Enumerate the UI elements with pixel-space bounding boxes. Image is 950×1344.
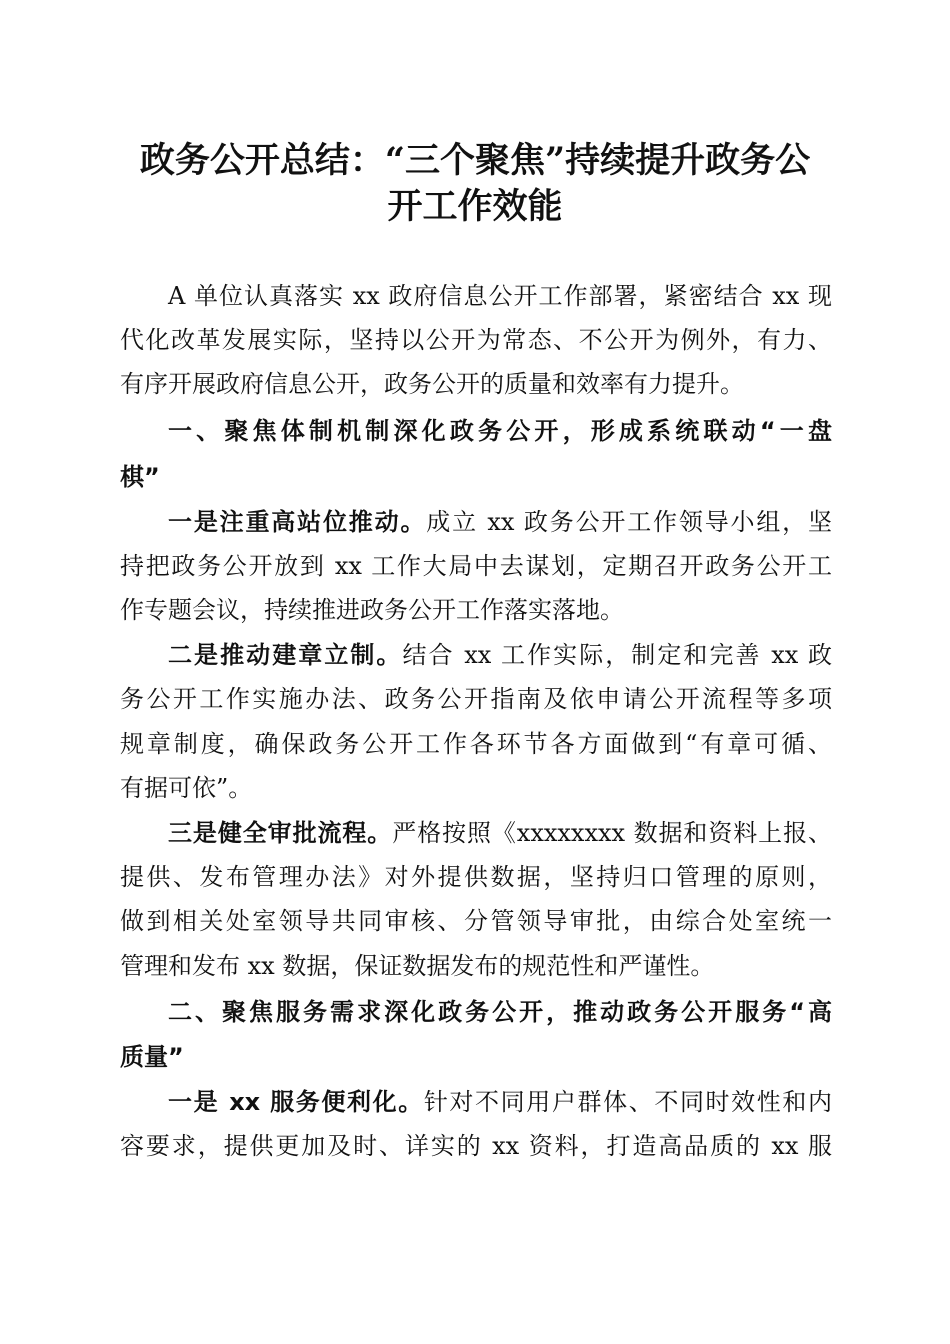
- section-1-heading-line-2: 棋”: [120, 463, 160, 491]
- s1-p2-line-4: 有据可依”。: [120, 774, 253, 802]
- intro-line-2: 代化改革发展实际，坚持以公开为常态、不公开为例外，有力、: [120, 326, 832, 354]
- s1-p2-line-2: 务公开工作实施办法、政务公开指南及依申请公开流程等多项: [120, 685, 832, 713]
- s1-p3-line-1: [168, 818, 832, 848]
- section-2-heading-line-2: 质量”: [120, 1043, 184, 1071]
- s1-p2-rest: 结合 xx 工作实际，制定和完善 xx 政: [402, 641, 832, 669]
- s1-p1-line-3: 作专题会议，持续推进政务公开工作落实落地。: [120, 596, 624, 624]
- document-title-line-2: 开工作效能: [387, 186, 563, 227]
- s1-p1-lead: 一是注重高站位推动。: [168, 508, 427, 536]
- s1-p3-lead: 三是健全审批流程。: [168, 819, 393, 847]
- intro-line-3: 有序开展政府信息公开，政务公开的质量和效率有力提升。: [120, 370, 744, 398]
- intro-line-1: A 单位认真落实 xx 政府信息公开工作部署，紧密结合 xx 现: [168, 282, 832, 310]
- document-title-line-1: 政务公开总结：“三个聚焦”持续提升政务公: [139, 140, 811, 181]
- s1-p3-line-2: 提供、发布管理办法》对外提供数据，坚持归口管理的原则，: [120, 863, 832, 891]
- s1-p3-rest: 严格按照《xxxxxxxx 数据和资料上报、: [392, 819, 832, 847]
- s1-p1-line-2: 持把政务公开放到 xx 工作大局中去谋划，定期召开政务公开工: [120, 552, 832, 580]
- s1-p3-line-4: 管理和发布 xx 数据，保证数据发布的规范性和严谨性。: [120, 952, 715, 980]
- s1-p1-rest: 成立 xx 政务公开工作领导小组，坚: [426, 508, 833, 536]
- s2-p1-rest: 针对不同用户群体、不同时效性和内: [423, 1088, 833, 1116]
- section-1-heading-line-1: 一、聚焦体制机制深化政务公开，形成系统联动“一盘: [168, 417, 832, 445]
- s1-p1-line-1: [168, 507, 832, 537]
- s1-p3-line-3: 做到相关处室领导共同审核、分管领导审批，由综合处室统一: [120, 907, 832, 935]
- section-2-heading-line-1: 二、聚焦服务需求深化政务公开，推动政务公开服务“高: [168, 998, 832, 1026]
- s2-p1-line-1: [168, 1087, 832, 1117]
- s2-p1-lead: 一是 xx 服务便利化。: [168, 1088, 424, 1116]
- s1-p2-line-1: [168, 640, 832, 670]
- s1-p2-lead: 二是推动建章立制。: [168, 641, 403, 669]
- s2-p1-line-2: 容要求，提供更加及时、详实的 xx 资料，打造高品质的 xx 服: [120, 1132, 832, 1160]
- s1-p2-line-3: 规章制度，确保政务公开工作各环节各方面做到“有章可循、: [120, 730, 832, 758]
